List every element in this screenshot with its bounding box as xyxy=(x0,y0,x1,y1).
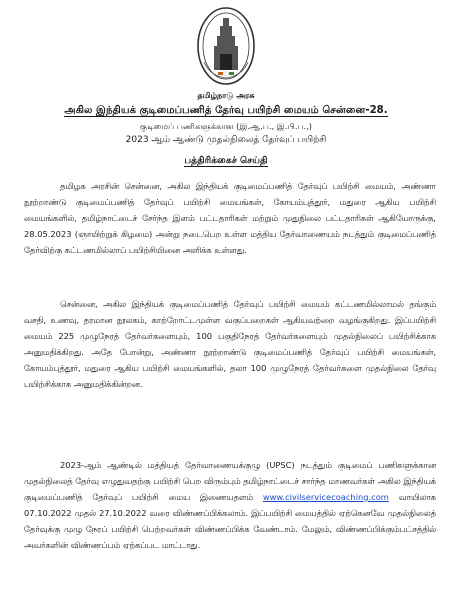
paragraph-2: சென்னை, அகில இந்தியக் குடிமைப்பணித் தேர்வுப் பயிற்சி மையம் கட்டணமில்லாமல் தங்கும் வசதி, உணவு, தரமான நூலகம், காற்றோட்டமுள்ள வகுப்பறைகள் ஆகியவற்றை வழங்குகிறது. இப்பயிற்சி மையம் 225 முழுநேரத் தேர்வர்களையும், 100 பகுதிநேரத் தேர்வர்களையும் முதல்நிலைப் பயிற்சிக்காக அனுமதிக்கிறது. அதே போன்று, அண்ணா நூற்றாண்டு குடிமைப்பணித் தேர்வுப் பயிற்சி மையங்கள், கோயம்புத்தூர், மதுரை ஆகிய பயிற்சி மையங்களில், தலா 100 முழுநேரத் தேர்வர்களை முதல்நிலை தேர்வு பயிற்சிக்காக அனுமதிக்கின்றன. xyxy=(24,299,436,389)
website-link[interactable]: www.civilservicecoaching.com xyxy=(262,492,389,502)
services-subtitle: குடிமைப் பணிகளுக்கான (இ.ஆ.ப., இ.பி.ப.,) xyxy=(140,121,312,131)
paragraph-3-intro: 2023-ஆம் ஆண்டில் மத்தியத் தேர்வாணையக்குழு (UPSC) நடத்தும் குடிமைப் பணிகளுக்கான முதல்நிலைத் தேர்வு எழுதுவதற்கு பயிற்சி பெற விரும்பும் தமிழ்நாட்டைச் சார்ந்த மாணவர்கள் அகில இந்தியக் குடிமைப்பணித் தேர்வுப் பயிற்சி மைய இணையதளம் xyxy=(24,460,436,502)
tamil-nadu-emblem-icon xyxy=(196,6,256,90)
paragraph-1: தமிழக அரசின் சென்னை, அகில இந்தியக் குடிமைப்பணித் தேர்வுப் பயிற்சி மையம், அண்ணா நூற்றாண்டு குடிமைப்பணித் தேர்வுப் பயிற்சி மையங்கள், கோயம்புத்தூர், மதுரை ஆகிய பயிற்சி மையங்களில், தமிழ்நாட்டைச் சேர்ந்த இளம் பட்டதாரிகள் மற்றும் முதுநிலை பட்டதாரிகள் ஆகியோருக்கு, 28.05.2023 (ஞாயிற்றுக் கிழமை) அன்று நடைபெற உள்ள மத்திய தேர்வாணையம் நடத்தும் குடிமைப்பணித் தேர்விற்கு கட்டணமில்லாப் பயிற்சியினை அளிக்க உள்ளது. xyxy=(24,181,436,255)
government-name: தமிழ்நாடு அரசு xyxy=(197,91,255,100)
exam-year-subtitle: 2023 ஆம் ஆண்டு முதல்நிலைத் தேர்வுப் பயிற்சி xyxy=(125,135,327,145)
centre-title xyxy=(0,104,452,117)
paragraph-3 xyxy=(24,457,436,553)
centre-title-text: அகில இந்தியக் குடிமைப்பணித் தேர்வு பயிற்சி மையம் சென்னை-28. xyxy=(64,105,388,116)
press-release-label: பத்திரிக்கைச் செய்தி xyxy=(184,155,268,166)
paragraph-3-details: வாயிலாக 07.10.2022 முதல் 27.10.2022 வரை விண்ணப்பிக்கலாம். இப்பயிற்சி மையத்தில் ஏற்கெனவே முதல்நிலைத் தேர்வுக்கு முழு நேரப் பயிற்சி பெற்றவர்கள் விண்ணப்பிக்க வேண்டாம். மேலும், விண்ணப்பிக்கும்பட்சத்தில் அவர்களின் விண்ணப்பம் ஏற்கப்பட மாட்டாது. xyxy=(24,492,436,550)
press-release-heading xyxy=(0,155,452,167)
